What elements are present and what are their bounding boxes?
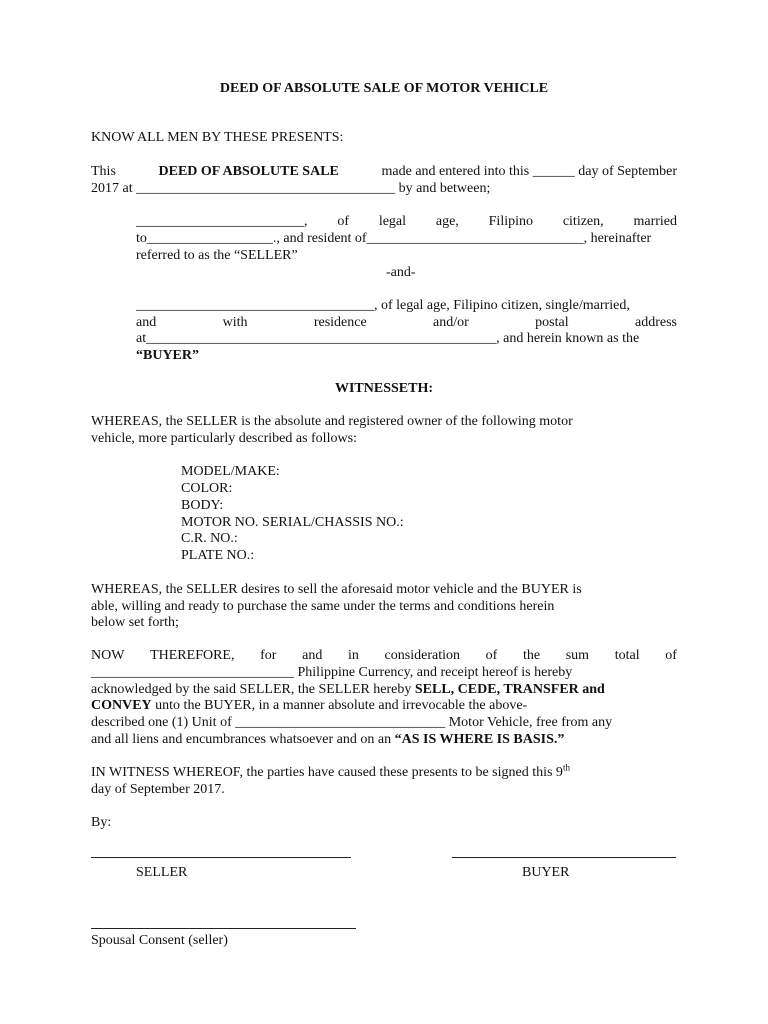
nt-word: consideration <box>384 648 460 663</box>
field-body: BODY: <box>181 498 224 513</box>
buyer-word: postal <box>535 315 569 330</box>
and-separator: -and- <box>386 265 416 280</box>
iw-superscript: th <box>562 762 570 773</box>
intro-deed-bold: DEED OF ABSOLUTE SALE <box>158 164 339 179</box>
buyer-signature-line <box>452 857 676 858</box>
buyer-signature-label: BUYER <box>522 865 570 880</box>
nt-word: in <box>348 648 359 663</box>
field-model-make: MODEL/MAKE: <box>181 464 280 479</box>
document-title: DEED OF ABSOLUTE SALE OF MOTOR VEHICLE <box>219 81 549 96</box>
buyer-line-3: at__________________________________________________, and herein known as the <box>136 331 640 346</box>
seller-line-3: referred to as the “SELLER” <box>136 248 298 263</box>
buyer-line-1: __________________________________, of legal age, Filipino citizen, single/married, <box>136 298 630 313</box>
nt-word: for <box>260 648 277 663</box>
iw-l1-text: IN WITNESS WHEREOF, the parties have caused these presents to be signed this 9 <box>91 765 563 780</box>
intro-line-2: 2017 at _____________________________________ by and between; <box>91 181 491 196</box>
seller-word: Filipino <box>488 214 533 229</box>
now-therefore-line-6 <box>91 731 564 748</box>
nt-l4-bold: CONVEY <box>91 698 152 713</box>
buyer-word: residence <box>313 315 367 330</box>
now-therefore-line-4 <box>91 697 527 714</box>
buyer-line-4: “BUYER” <box>136 348 200 363</box>
whereas2-line-2: able, willing and ready to purchase the same under the terms and conditions herein <box>91 599 555 614</box>
in-witness-line-1 <box>91 764 570 781</box>
nt-word: sum <box>565 648 590 663</box>
whereas2-line-1: WHEREAS, the SELLER desires to sell the aforesaid motor vehicle and the BUYER is <box>91 582 582 597</box>
nt-l3-pre: acknowledged by the said SELLER, the SELLER hereby <box>91 682 412 697</box>
by-label: By: <box>91 815 112 830</box>
now-therefore-line-3 <box>91 681 605 698</box>
nt-word: and <box>302 648 323 663</box>
buyer-word: address <box>634 315 677 330</box>
intro-line-1 <box>91 163 677 180</box>
field-motor-serial-chassis: MOTOR NO. SERIAL/CHASSIS NO.: <box>181 515 404 530</box>
whereas1-line-1: WHEREAS, the SELLER is the absolute and registered owner of the following motor <box>91 414 573 429</box>
seller-word: age, <box>435 214 459 229</box>
nt-word: NOW <box>91 648 125 663</box>
seller-word: of <box>337 214 349 229</box>
now-therefore-line-5: described one (1) Unit of ______________________________ Motor Vehicle, free from any <box>91 715 613 730</box>
seller-word: citizen, <box>562 214 604 229</box>
nt-word: of <box>485 648 498 663</box>
intro-this: This <box>91 164 116 179</box>
seller-line-2: to__________________., and resident of_______________________________, hereinafter <box>136 231 652 246</box>
seller-name-blank: ________________________, <box>136 214 308 229</box>
now-therefore-line-2: _____________________________ Philippine Currency, and receipt hereof is hereby <box>91 665 573 680</box>
spousal-consent-label: Spousal Consent (seller) <box>91 933 228 948</box>
nt-l6-pre: and all liens and encumbrances whatsoever and on an <box>91 732 392 747</box>
seller-line-1 <box>136 213 677 230</box>
intro-made: made and entered into this ______ day of September <box>381 164 677 179</box>
nt-l3-bold: SELL, CEDE, TRANSFER and <box>414 682 605 697</box>
nt-word: of <box>665 648 677 663</box>
buyer-line-2 <box>136 314 677 331</box>
spousal-signature-line <box>91 928 356 929</box>
know-all-heading: KNOW ALL MEN BY THESE PRESENTS: <box>91 130 344 145</box>
buyer-word: with <box>222 315 248 330</box>
buyer-word: and/or <box>433 315 469 330</box>
field-cr-no: C.R. NO.: <box>181 531 238 546</box>
field-color: COLOR: <box>181 481 233 496</box>
nt-word: THEREFORE, <box>150 648 235 663</box>
whereas1-line-2: vehicle, more particularly described as follows: <box>91 431 357 446</box>
seller-signature-label: SELLER <box>136 865 188 880</box>
seller-word: legal <box>378 214 407 229</box>
nt-word: the <box>522 648 541 663</box>
seller-signature-line <box>91 857 351 858</box>
whereas2-line-3: below set forth; <box>91 615 179 630</box>
nt-l6-bold: “AS IS WHERE IS BASIS.” <box>394 732 565 747</box>
nt-l4-rest: unto the BUYER, in a manner absolute and irrevocable the above- <box>155 698 528 713</box>
witnesseth-heading: WITNESSETH: <box>334 381 434 396</box>
nt-word: total <box>614 648 640 663</box>
buyer-word: and <box>136 315 157 330</box>
seller-word: married <box>633 214 677 229</box>
in-witness-line-2: day of September 2017. <box>91 782 225 797</box>
now-therefore-line-1 <box>91 647 677 664</box>
field-plate-no: PLATE NO.: <box>181 548 255 563</box>
